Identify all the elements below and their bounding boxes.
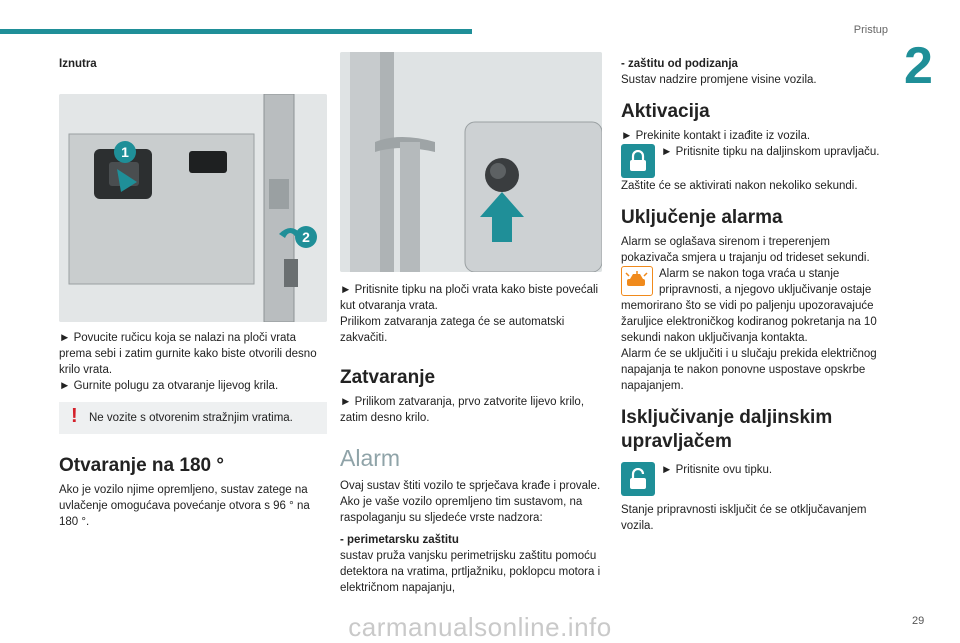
header-accent-bar: [0, 29, 472, 34]
heading-remote-deactivation: Isključivanje daljinskim upravljačem: [621, 407, 833, 452]
column-1: [59, 56, 327, 530]
page-number: 29: [912, 615, 925, 627]
heading-closing: Zatvaranje: [340, 367, 436, 388]
alarm-warning-icon: [621, 266, 653, 296]
lock-button-icon: [621, 144, 655, 178]
unlock-button-icon: [621, 462, 655, 496]
opening-180-text: Ako je vozilo njime opremljeno, sustav zatege na uvlačenje omogućava povećanje otvora s 96 ° na 180 °.: [59, 484, 310, 528]
activation-note: Zaštite će se aktivirati nakon nekoliko sekundi.: [621, 180, 858, 192]
subhead-inside: Iznutra: [59, 58, 97, 70]
activation-step-2: ► Pritisnite tipku na daljinskom upravljaču.: [661, 146, 880, 158]
trigger-text-2-row: [621, 266, 887, 346]
warning-icon: !: [71, 405, 78, 427]
column-3: [621, 56, 887, 534]
activation-step-1: ► Prekinite kontakt i izađite iz vozila.: [621, 130, 811, 142]
alarm-intro: Ovaj sustav štiti vozilo te sprječava krađe i provale. Ako je vaše vozilo opremljeno tim sustavom, na raspolaganju su sljedeće vrste nadzora:: [340, 480, 601, 524]
step-pull-handle: ► Povucite ručicu koja se nalazi na ploči vrata prema sebi i zatim gurnite kako biste otvorili desno krilo vrata.: [59, 332, 317, 376]
trigger-text-2: Alarm se nakon toga vraća u stanje pripravnosti, a njegovo uključivanje ostaje memorirano što se vidi po paljenju upozoravajuće žaruljice elektroničkog kodiranog pokretanja na 10 sekundi nakon uključivanja kontakta.: [621, 268, 877, 344]
trigger-text-3: Alarm će se uključiti i u slučaju prekida električnog napajanja te nakon ponovne uspostave opskrbe napajanjem.: [621, 348, 877, 392]
closing-step: ► Prilikom zatvaranja, prvo zatvorite lijevo krilo, zatim desno krilo.: [340, 396, 585, 424]
heading-alarm-trigger: Uključenje alarma: [621, 207, 783, 228]
door-strap-illustration: [340, 52, 602, 272]
remote-off-row: [621, 462, 887, 496]
heading-opening-180: Otvaranje na 180 °: [59, 455, 224, 476]
column-2: [340, 52, 602, 596]
strap-auto-note: Prilikom zatvaranja zatega će se automatski zakvačiti.: [340, 316, 565, 344]
section-title: Pristup: [853, 24, 888, 36]
door-handle-illustration: [59, 94, 327, 322]
callout-2-label: 2: [302, 229, 310, 245]
warning-text: Ne vozite s otvorenim stražnjim vratima.: [89, 412, 293, 424]
chapter-number: 2: [904, 37, 933, 95]
warning-box: [59, 402, 327, 434]
trigger-text-1: Alarm se oglašava sirenom i treperenjem pokazivača smjera u trajanju od trideset sekundi.: [621, 236, 870, 264]
step-press-door-button: ► Pritisnite tipku na ploči vrata kako biste povećali kut otvaranja vrata.: [340, 284, 599, 312]
lift-protection-title: - zaštitu od podizanja: [621, 58, 738, 70]
callout-1-label: 1: [121, 144, 129, 160]
activation-step-2-row: [621, 144, 887, 178]
heading-alarm: Alarm: [340, 445, 401, 471]
watermark: carmanualsonline.info: [348, 612, 612, 642]
perimeter-title: - perimetarsku zaštitu: [340, 534, 459, 546]
remote-off-step: ► Pritisnite ovu tipku.: [661, 464, 773, 476]
step-push-lever: ► Gurnite polugu za otvaranje lijevog krila.: [59, 380, 279, 392]
perimeter-text: sustav pruža vanjsku perimetrijsku zaštitu pomoću detektora na vratima, prtljažniku, poklopcu motora i električnom napajanju,: [340, 550, 601, 594]
heading-activation: Aktivacija: [621, 101, 710, 122]
lift-protection-text: Sustav nadzire promjene visine vozila.: [621, 74, 817, 86]
remote-off-note: Stanje pripravnosti isključit će se otključavanjem vozila.: [621, 504, 867, 532]
